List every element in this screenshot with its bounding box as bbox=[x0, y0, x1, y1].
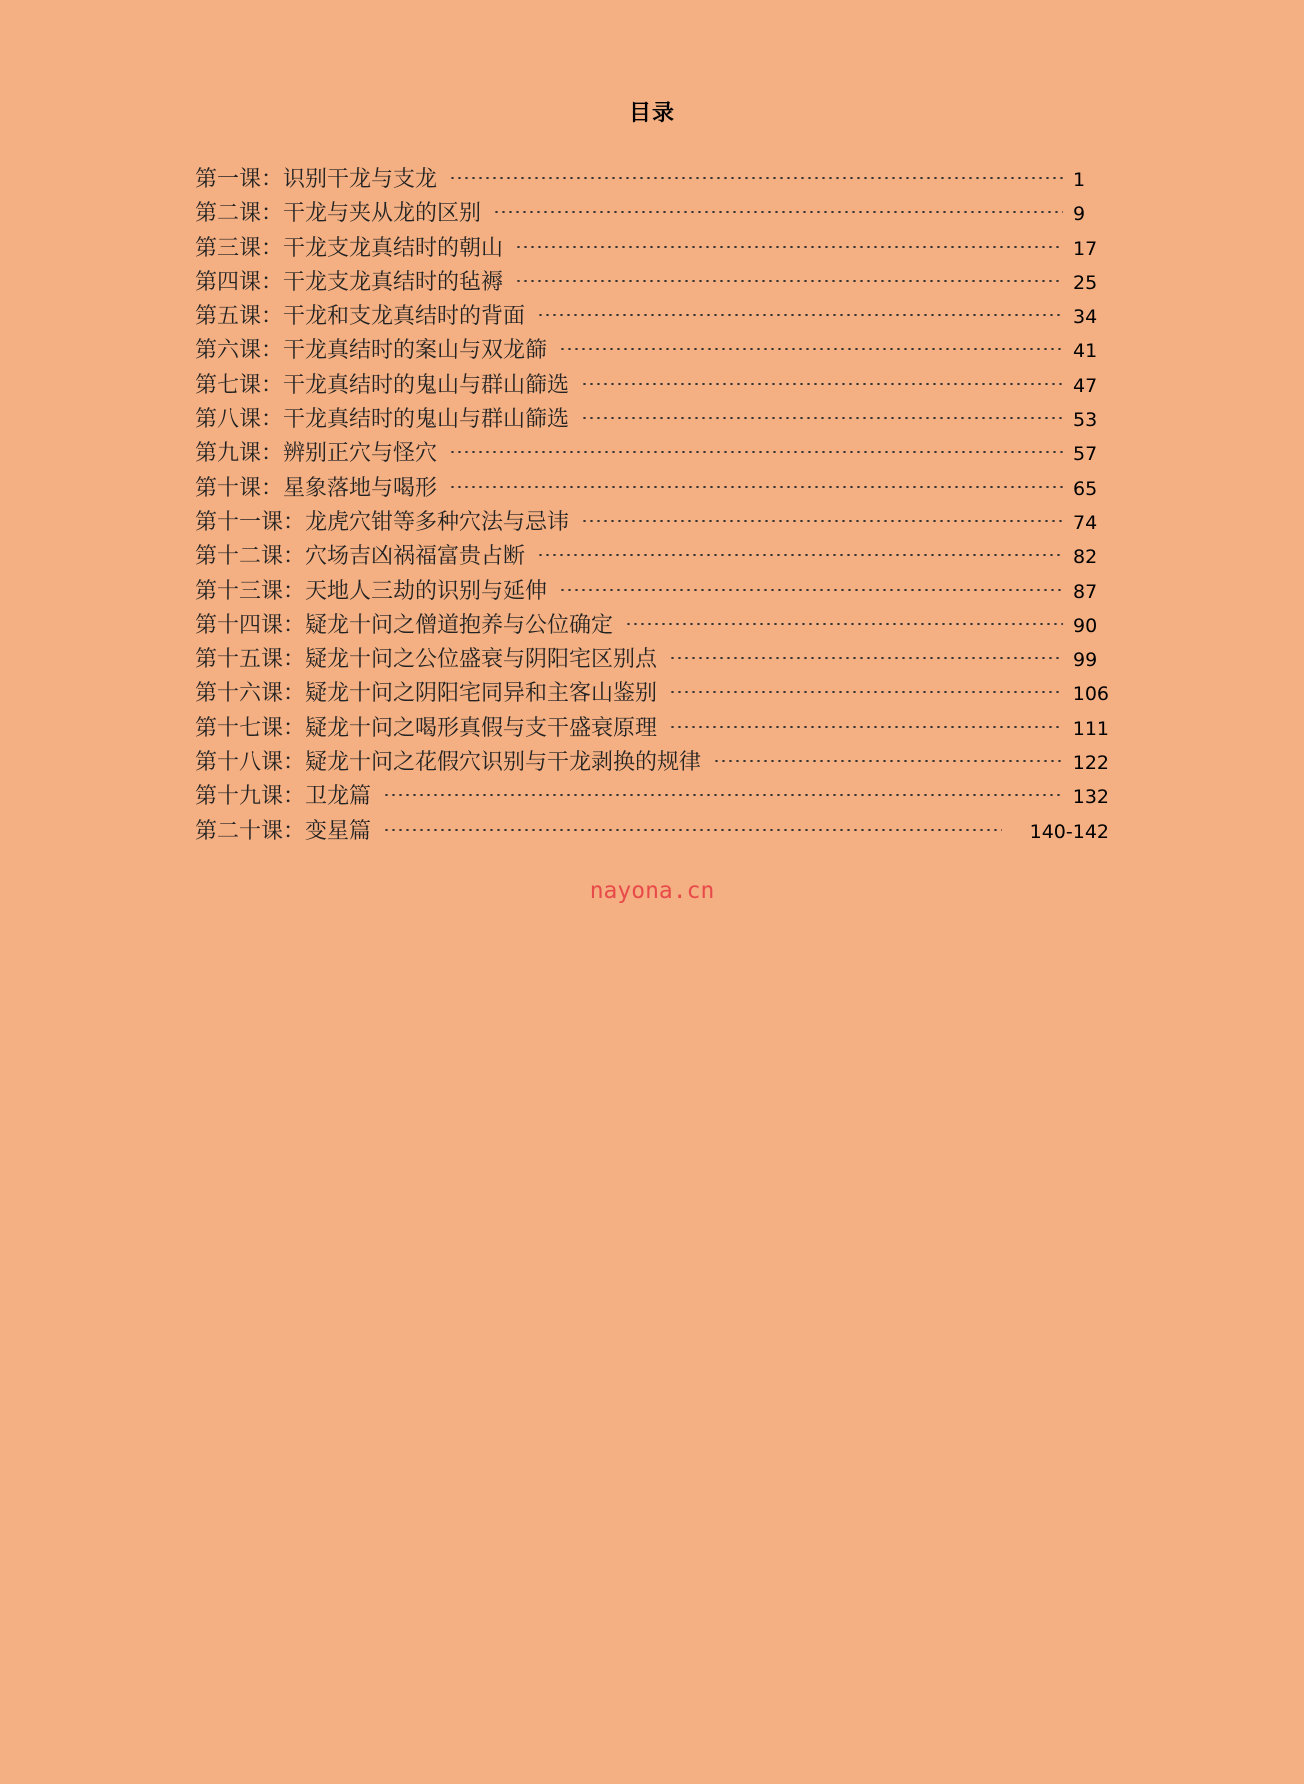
toc-entry-label: 第五课：干龙和支龙真结时的背面 bbox=[195, 304, 526, 330]
toc-entry-13[interactable] bbox=[195, 575, 1109, 609]
watermark-text: nayona.cn bbox=[589, 878, 715, 904]
dot-leader bbox=[559, 589, 1063, 591]
dot-leader bbox=[669, 657, 1063, 659]
toc-entry-3[interactable] bbox=[195, 232, 1109, 266]
toc-entry-label: 第十二课：穴场吉凶祸福富贵占断 bbox=[195, 544, 526, 570]
toc-entry-label: 第十四课：疑龙十问之僧道抱养与公位确定 bbox=[195, 612, 614, 638]
toc-entry-19[interactable] bbox=[195, 780, 1109, 814]
toc-entry-15[interactable] bbox=[195, 643, 1109, 677]
dot-leader bbox=[493, 211, 1063, 213]
toc-entry-1[interactable] bbox=[195, 163, 1109, 197]
dot-leader bbox=[581, 520, 1063, 522]
toc-page-number: 57 bbox=[1073, 443, 1098, 466]
toc-page-number: 34 bbox=[1073, 306, 1098, 329]
toc-entry-label: 第十五课：疑龙十问之公位盛衰与阴阳宅区别点 bbox=[195, 647, 658, 673]
toc-entry-5[interactable] bbox=[195, 300, 1109, 334]
toc-entry-6[interactable] bbox=[195, 334, 1109, 368]
toc-page-number: 87 bbox=[1073, 580, 1098, 603]
toc-page-number: 122 bbox=[1072, 752, 1109, 775]
toc-entry-10[interactable] bbox=[195, 472, 1109, 506]
dot-leader bbox=[581, 383, 1063, 385]
dot-leader bbox=[559, 348, 1063, 350]
toc-page-number: 53 bbox=[1073, 409, 1098, 432]
toc-page-number: 17 bbox=[1073, 237, 1098, 260]
dot-leader bbox=[449, 486, 1063, 488]
dot-leader bbox=[537, 314, 1063, 316]
toc-page-number: 90 bbox=[1073, 614, 1098, 637]
toc-page-number: 74 bbox=[1073, 511, 1098, 534]
dot-leader bbox=[625, 623, 1063, 625]
toc-entry-label: 第二课：干龙与夹从龙的区别 bbox=[195, 201, 482, 227]
toc-entry-2[interactable] bbox=[195, 197, 1109, 231]
toc-entry-label: 第九课：辨别正穴与怪穴 bbox=[195, 441, 438, 467]
dot-leader bbox=[449, 451, 1063, 453]
dot-leader bbox=[713, 760, 1063, 762]
dot-leader bbox=[537, 554, 1063, 556]
table-of-contents bbox=[195, 163, 1109, 849]
toc-entry-9[interactable] bbox=[195, 437, 1109, 471]
toc-page-number: 25 bbox=[1073, 271, 1098, 294]
dot-leader bbox=[669, 691, 1063, 693]
toc-page-number: 1 bbox=[1073, 169, 1086, 191]
toc-page-number: 140-142 bbox=[1029, 820, 1109, 843]
page-title: 目录 bbox=[628, 101, 675, 126]
toc-entry-label: 第十课：星象落地与喝形 bbox=[195, 475, 438, 501]
toc-entry-label: 第十三课：天地人三劫的识别与延伸 bbox=[195, 578, 548, 604]
toc-entry-label: 第三课：干龙支龙真结时的朝山 bbox=[195, 235, 504, 261]
toc-page-number: 99 bbox=[1073, 649, 1098, 672]
toc-entry-label: 第六课：干龙真结时的案山与双龙篩 bbox=[195, 338, 548, 364]
toc-entry-label: 第十六课：疑龙十问之阴阳宅同异和主客山鉴别 bbox=[195, 681, 658, 707]
toc-entry-label: 第十八课：疑龙十问之花假穴识别与干龙剥换的规律 bbox=[195, 750, 702, 776]
toc-entry-label: 第八课：干龙真结时的鬼山与群山篩选 bbox=[195, 407, 570, 433]
toc-entry-8[interactable] bbox=[195, 403, 1109, 437]
dot-leader bbox=[449, 177, 1063, 179]
toc-entry-label: 第十七课：疑龙十问之喝形真假与支干盛衰原理 bbox=[195, 715, 658, 741]
toc-page-number: 41 bbox=[1073, 340, 1098, 363]
toc-entry-16[interactable] bbox=[195, 677, 1109, 711]
toc-entry-14[interactable] bbox=[195, 609, 1109, 643]
toc-entry-label: 第二十课：变星篇 bbox=[195, 818, 372, 844]
dot-leader bbox=[669, 726, 1063, 728]
dot-leader bbox=[515, 280, 1063, 282]
toc-entry-label: 第七课：干龙真结时的鬼山与群山篩选 bbox=[195, 372, 570, 398]
toc-entry-7[interactable] bbox=[195, 369, 1109, 403]
toc-entry-4[interactable] bbox=[195, 266, 1109, 300]
toc-entry-label: 第一课：识别干龙与支龙 bbox=[195, 167, 438, 192]
toc-page-number: 9 bbox=[1073, 203, 1086, 226]
toc-page-number: 82 bbox=[1073, 546, 1098, 569]
toc-page-number: 132 bbox=[1072, 786, 1109, 809]
dot-leader bbox=[581, 417, 1063, 419]
dot-leader bbox=[515, 246, 1063, 248]
toc-entry-label: 第十一课：龙虎穴钳等多种穴法与忌讳 bbox=[195, 509, 570, 535]
toc-entry-label: 第十九课：卫龙篇 bbox=[195, 784, 372, 810]
toc-entry-17[interactable] bbox=[195, 712, 1109, 746]
toc-entry-11[interactable] bbox=[195, 506, 1109, 540]
toc-page-number: 111 bbox=[1072, 717, 1109, 740]
toc-page-number: 106 bbox=[1072, 683, 1109, 706]
toc-page-number: 65 bbox=[1073, 477, 1098, 500]
toc-entry-label: 第四课：干龙支龙真结时的毡褥 bbox=[195, 269, 504, 295]
toc-entry-12[interactable] bbox=[195, 540, 1109, 574]
toc-entry-20[interactable] bbox=[195, 815, 1109, 849]
toc-entry-18[interactable] bbox=[195, 746, 1109, 780]
dot-leader bbox=[383, 829, 1002, 831]
toc-page-number: 47 bbox=[1073, 374, 1098, 397]
dot-leader bbox=[383, 794, 1063, 796]
